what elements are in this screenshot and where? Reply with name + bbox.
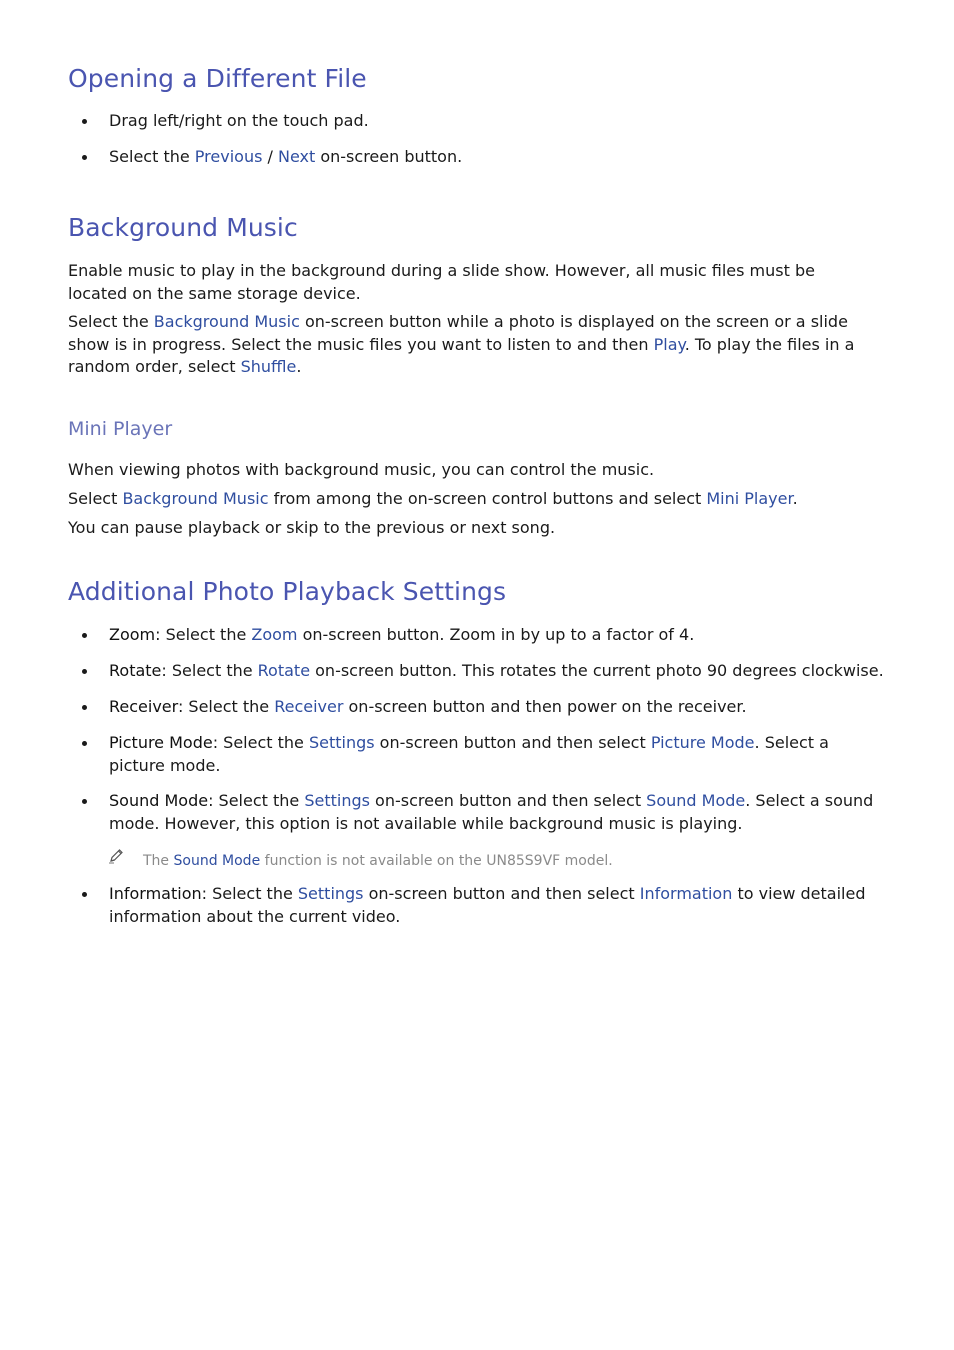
bullet: [82, 110, 90, 132]
bullet: [82, 624, 90, 646]
list-item-sound-mode: Sound Mode: Select the Settings on-screen button and then select Sound Mode. Select a sound mode. However, this option is not available while background music is playing.: [109, 791, 874, 833]
keyword-picture-mode: Picture Mode: [650, 733, 755, 752]
keyword-sound-mode: Sound Mode: [173, 853, 261, 869]
keyword-information: Information: [639, 884, 733, 903]
keyword-previous: Previous: [194, 147, 263, 166]
paragraph: Select the Background Music on-screen button while a photo is displayed on the screen or a slide show is in progress. Select the music files you want to listen to and then Play. To play the files in a random order, select Shuffle.: [68, 312, 855, 376]
heading-additional-photo-playback-settings: Additional Photo Playback Settings: [68, 577, 507, 606]
keyword-settings: Settings: [308, 733, 375, 752]
pencil-icon: [108, 848, 124, 864]
paragraph: Select Background Music from among the on-screen control buttons and select Mini Player.: [68, 489, 798, 508]
bullet: [82, 146, 90, 168]
bullet: [82, 790, 90, 812]
keyword-mini-player: Mini Player: [706, 489, 793, 508]
keyword-shuffle: Shuffle: [240, 357, 297, 376]
bullet: [82, 660, 90, 682]
bullet: [82, 883, 90, 905]
paragraph: You can pause playback or skip to the previous or next song.: [68, 518, 556, 537]
keyword-sound-mode: Sound Mode: [646, 791, 746, 810]
keyword-play: Play: [653, 334, 685, 354]
list-item-rotate: Rotate: Select the Rotate on-screen button. This rotates the current photo 90 degrees clockwise.: [109, 661, 884, 680]
keyword-background-music: Background Music: [122, 489, 269, 508]
list-item: Select the Previous / Next on-screen button.: [109, 147, 463, 166]
keyword-rotate: Rotate: [257, 661, 311, 680]
list-item: Drag left/right on the touch pad.: [109, 111, 369, 130]
keyword-zoom: Zoom: [251, 625, 298, 644]
bullet: [82, 696, 90, 718]
note: The Sound Mode function is not available on the UN85S9VF model.: [143, 853, 613, 869]
bullet: [82, 732, 90, 754]
paragraph: Enable music to play in the background during a slide show. However, all music files must be located on the same storage device.: [68, 261, 815, 303]
keyword-receiver: Receiver: [274, 697, 344, 716]
list-item-information: Information: Select the Settings on-screen button and then select Information to view detailed information about the current video.: [109, 884, 866, 926]
list-item-picture-mode: Picture Mode: Select the Settings on-screen button and then select Picture Mode. Select a picture mode.: [109, 733, 829, 775]
paragraph: When viewing photos with background music, you can control the music.: [68, 460, 655, 479]
keyword-settings: Settings: [304, 791, 370, 810]
heading-background-music: Background Music: [68, 213, 298, 242]
keyword-next: Next: [277, 147, 316, 166]
keyword-background-music: Background Music: [153, 312, 300, 331]
heading-mini-player: Mini Player: [68, 418, 173, 440]
list-item-zoom: Zoom: Select the Zoom on-screen button. Zoom in by up to a factor of 4.: [109, 625, 695, 644]
keyword-settings: Settings: [297, 884, 364, 903]
heading-opening-different-file: Opening a Different File: [68, 64, 367, 93]
list-item-receiver: Receiver: Select the Receiver on-screen button and then power on the receiver.: [109, 697, 747, 716]
